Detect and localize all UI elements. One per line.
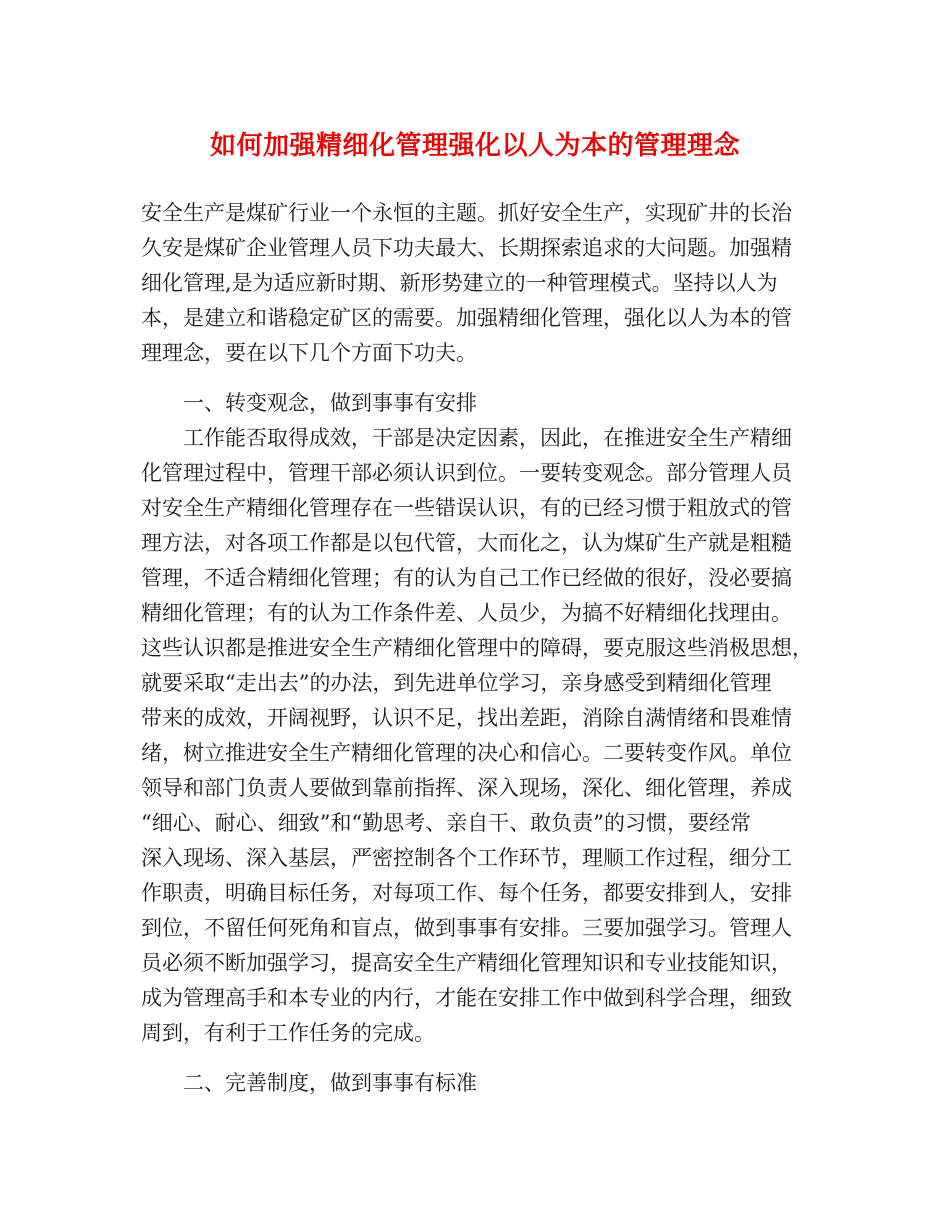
paragraph-line: “细心、耐心、细致”和“勤思考、亲自干、敢负责”的习惯，要经常 bbox=[141, 811, 751, 835]
paragraph-line: 领导和部门负责人要做到靠前指挥、深入现场，深化、细化管理，养成 bbox=[141, 776, 792, 800]
paragraph-line: 久安是煤矿企业管理人员下功夫最大、长期探索追求的大问题。加强精 bbox=[141, 236, 792, 260]
document-title: 如何加强精细化管理强化以人为本的管理理念 bbox=[209, 131, 740, 161]
paragraph-line: 工作能否取得成效，干部是决定因素，因此，在推进安全生产精细 bbox=[183, 426, 792, 450]
paragraph-line: 周到，有利于工作任务的完成。 bbox=[141, 1021, 435, 1045]
paragraph-line: 理理念，要在以下几个方面下功夫。 bbox=[141, 341, 477, 365]
paragraph-line: 化管理过程中，管理干部必须认识到位。一要转变观念。部分管理人员 bbox=[141, 461, 792, 485]
paragraph-line: 深入现场、深入基层，严密控制各个工作环节，理顺工作过程，细分工 bbox=[141, 846, 792, 870]
paragraph-line: 带来的成效，开阔视野，认识不足，找出差距，消除自满情绪和畏难情 bbox=[141, 706, 792, 730]
section-heading: 二、完善制度，做到事事有标准 bbox=[183, 1071, 477, 1095]
paragraph-line: 这些认识都是推进安全生产精细化管理中的障碍，要克服这些消极思想， bbox=[141, 636, 813, 660]
section-heading: 一、转变观念，做到事事有安排 bbox=[183, 391, 477, 415]
paragraph-line: 对安全生产精细化管理存在一些错误认识，有的已经习惯于粗放式的管 bbox=[141, 496, 792, 520]
paragraph-line: 到位，不留任何死角和盲点，做到事事有安排。三要加强学习。管理人 bbox=[141, 916, 792, 940]
paragraph-line: 本，是建立和谐稳定矿区的需要。加强精细化管理，强化以人为本的管 bbox=[141, 306, 792, 330]
paragraph-line: 成为管理高手和本专业的内行，才能在安排工作中做到科学合理，细致 bbox=[141, 986, 792, 1010]
paragraph-line: 理方法，对各项工作都是以包代管，大而化之，认为煤矿生产就是粗糙 bbox=[141, 531, 792, 555]
paragraph-line: 精细化管理；有的认为工作条件差、人员少，为搞不好精细化找理由。 bbox=[141, 601, 792, 625]
paragraph-line: 管理，不适合精细化管理；有的认为自己工作已经做的很好，没必要搞 bbox=[141, 566, 792, 590]
paragraph-line: 绪，树立推进安全生产精细化管理的决心和信心。二要转变作风。单位 bbox=[141, 741, 792, 765]
paragraph-line: 作职责，明确目标任务，对每项工作、每个任务，都要安排到人，安排 bbox=[141, 881, 792, 905]
paragraph-line: 员必须不断加强学习，提高安全生产精细化管理知识和专业技能知识， bbox=[141, 951, 792, 975]
paragraph-line: 细化管理,是为适应新时期、新形势建立的一种管理模式。坚持以人为 bbox=[141, 271, 778, 295]
paragraph-line: 就要采取“走出去”的办法，到先进单位学习，亲身感受到精细化管理 bbox=[141, 671, 772, 695]
paragraph-line: 安全生产是煤矿行业一个永恒的主题。抓好安全生产，实现矿井的长治 bbox=[141, 201, 792, 225]
